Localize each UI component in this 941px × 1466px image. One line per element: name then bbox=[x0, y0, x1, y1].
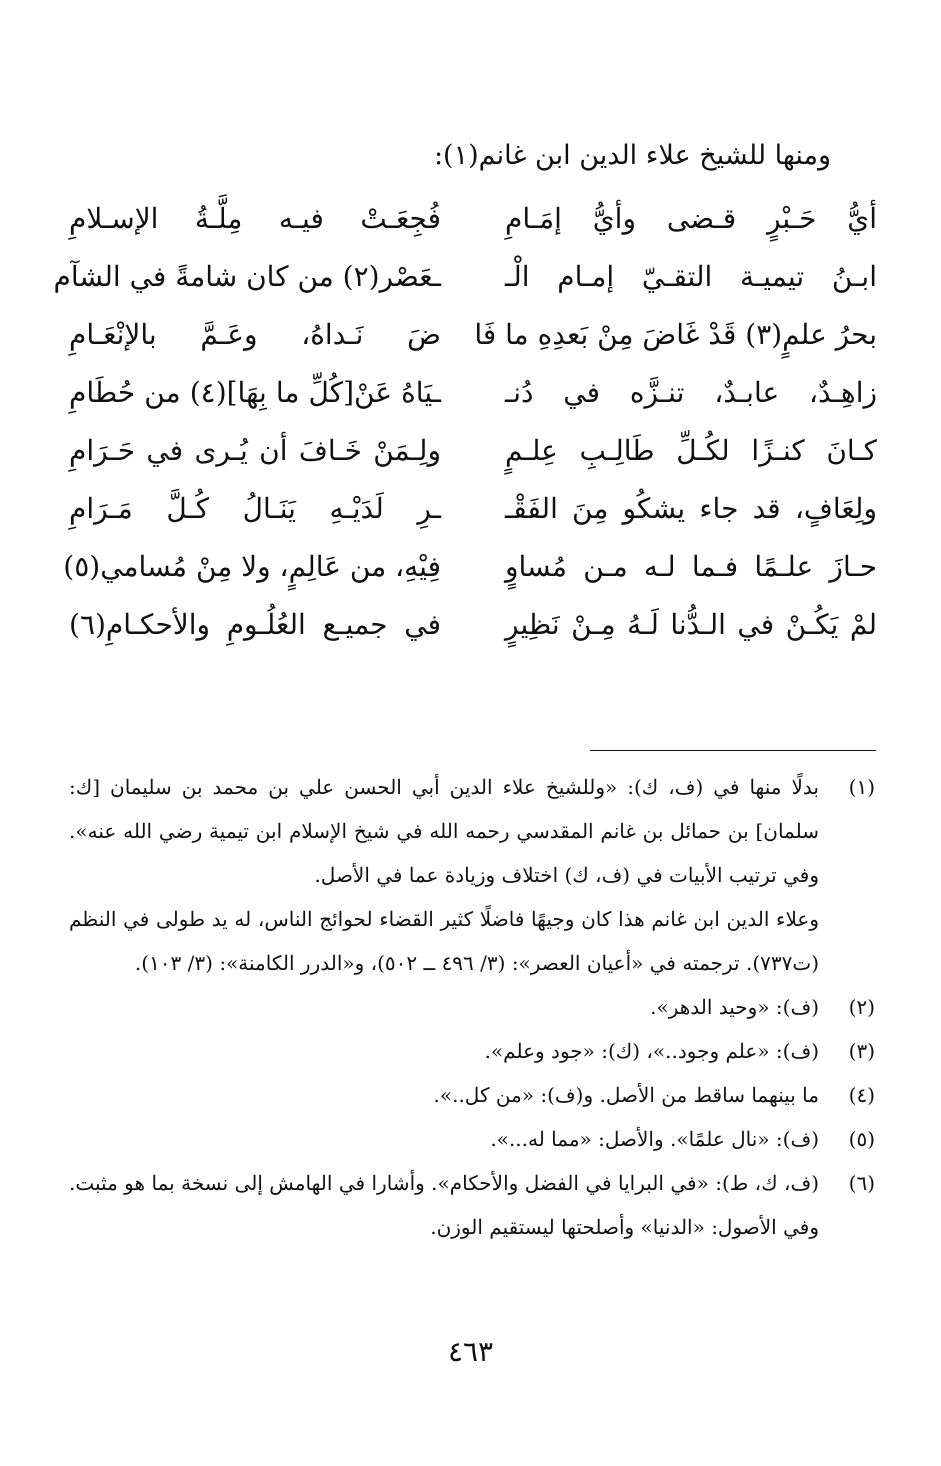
footnote-paragraph: (ف): «وحيد الدهر». bbox=[650, 995, 819, 1019]
footnote-paragraph: وعلاء الدين ابن غانم هذا كان وجيهًا فاضلًا كثير القضاء لحوائج الناس، له يد طولى في النظم (ت٧٣٧). ترجمته في «أعيان العصر»: (٣/ ٤٩٦ ــ ٥٠٢)، و«الدرر الكامنة»: (٣/ ١٠٣). bbox=[69, 907, 819, 975]
footnote bbox=[69, 1073, 875, 1117]
verse-first-hemistich: كـانَ كنـزًا لكُـلِّ طَالِـبِ عِلـمٍ bbox=[505, 434, 877, 467]
verse bbox=[63, 538, 877, 596]
verse-first-hemistich: أيُّ حَـبْرٍ قـضى وأيُّ إمَـامِ bbox=[505, 202, 877, 235]
verse-second-hemistich: في جميـع العُلُـومِ والأحكـامِ(٦) bbox=[69, 608, 441, 641]
verse-first-hemistich: حـازَ علـمًا فـما لـه مـن مُساوٍ bbox=[505, 550, 877, 583]
footnote-text bbox=[69, 765, 819, 985]
verse bbox=[69, 422, 877, 480]
footnote-text bbox=[69, 1029, 819, 1073]
footnote-number: (٦) bbox=[848, 1171, 875, 1195]
page-number: ٤٦٣ bbox=[447, 1335, 494, 1368]
verse bbox=[53, 248, 877, 306]
footnote bbox=[69, 1161, 875, 1249]
footnote-paragraph: (ف): «نال علمًا». والأصل: «مما له...». bbox=[490, 1127, 819, 1151]
verse bbox=[69, 364, 877, 422]
poem bbox=[53, 190, 877, 654]
footnote-divider bbox=[590, 750, 876, 751]
poem-intro: ومنها للشيخ علاء الدين ابن غانم(١): bbox=[433, 140, 831, 171]
verse-first-hemistich: بحرُ علمٍ(٣) قَدْ غَاضَ مِنْ بَعدِهِ ما فَا bbox=[474, 318, 877, 351]
footnote-text bbox=[69, 1117, 819, 1161]
footnote-number: (٤) bbox=[848, 1083, 875, 1107]
verse-first-hemistich: ابـنُ تيميـة التقـيّ إمـام الْـ bbox=[505, 260, 877, 293]
footnote-paragraph: بدلًا منها في (ف، ك): «وللشيخ علاء الدين أبي الحسن علي بن محمد بن سليمان [ك: سلمان] بن حمائل بن غانم المقدسي رحمه الله في شيخ الإسلام ابن تيمية رضي الله عنه». وفي ترتيب الأبيات في (ف، ك) اختلاف وزيادة عما في الأصل. bbox=[69, 775, 819, 887]
verse-second-hemistich: ـرِ لَدَيْـهِ يَنَـالُ كُـلَّ مَـرَامِ bbox=[69, 492, 441, 525]
footnote-paragraph: (ف): «علم وجود..»، (ك): «جود وعلم». bbox=[484, 1039, 819, 1063]
verse-second-hemistich: ضَ نَـداهُ، وعَـمَّ بالإنْعَـامِ bbox=[69, 318, 441, 351]
verse-first-hemistich: زاهِـدٌ، عابـدٌ، تنـزَّه في دُنـ bbox=[505, 376, 877, 409]
footnote-number: (٢) bbox=[848, 995, 875, 1019]
verse-second-hemistich: ـيَاهُ عَنْ[كُلِّ ما بِهَا](٤) من حُطَامِ bbox=[69, 376, 441, 409]
footnote bbox=[69, 765, 875, 985]
footnote-paragraph: ما بينهما ساقط من الأصل. و(ف): «من كل..». bbox=[433, 1083, 819, 1107]
verse-second-hemistich: فُجِعَـتْ فيـه مِلَّـةُ الإسـلامِ bbox=[69, 202, 441, 235]
verse-second-hemistich: ولِـمَنْ خَـافَ أن يُـرى في حَـرَامِ bbox=[69, 434, 441, 467]
verse-second-hemistich: فِيْهِ، من عَالِمٍ، ولا مِنْ مُسامي(٥) bbox=[63, 550, 441, 583]
footnote-number: (١) bbox=[848, 775, 875, 799]
footnote bbox=[69, 985, 875, 1029]
footnote-text bbox=[69, 1073, 819, 1117]
footnote-text bbox=[69, 1161, 819, 1249]
verse-first-hemistich: لمْ يَكُـنْ في الـدُّنا لَـهُ مِـنْ نَظِيرٍ bbox=[505, 608, 877, 641]
footnote-paragraph: (ف، ك، ط): «في البرايا في الفضل والأحكام». وأشارا في الهامش إلى نسخة بما هو مثبت. وفي الأصول: «الدنيا» وأصلحتها ليستقيم الوزن. bbox=[69, 1171, 819, 1239]
verse-first-hemistich: ولِعَافٍ، قد جاء يشكُو مِنَ الفَقْـ bbox=[505, 492, 877, 525]
verse bbox=[69, 480, 877, 538]
footnote-text bbox=[69, 985, 819, 1029]
footnote bbox=[69, 1029, 875, 1073]
footnotes bbox=[69, 765, 875, 1249]
verse bbox=[69, 190, 877, 248]
footnote-number: (٣) bbox=[848, 1039, 875, 1063]
footnote bbox=[69, 1117, 875, 1161]
verse bbox=[69, 596, 877, 654]
footnote-number: (٥) bbox=[848, 1127, 875, 1151]
verse bbox=[69, 306, 877, 364]
verse-second-hemistich: ـعَصْر(٢) من كان شامةً في الشآم bbox=[53, 260, 441, 293]
